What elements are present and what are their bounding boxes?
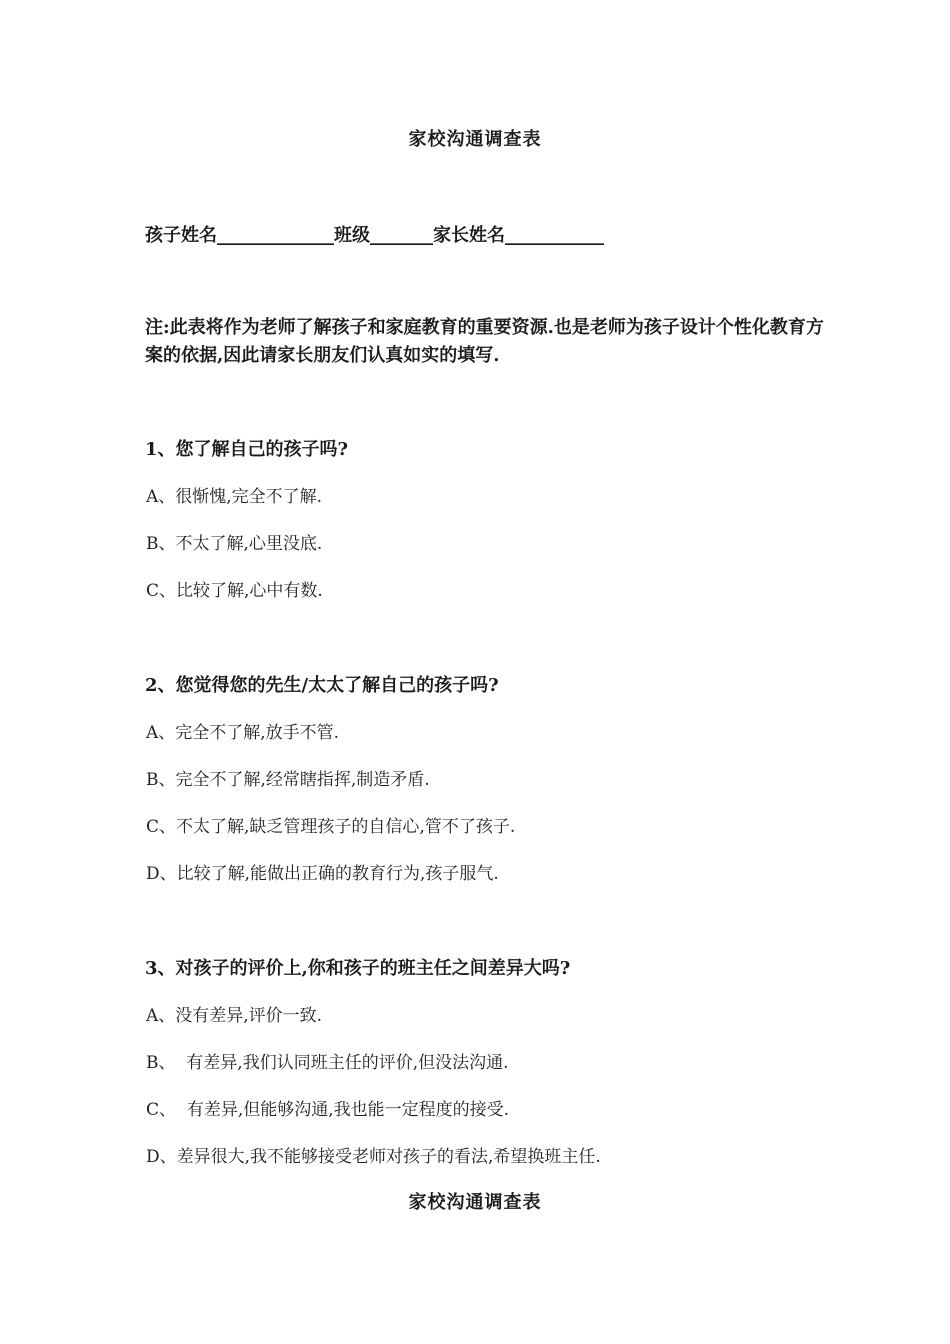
question-1-option-b: B、不太了解,心里没底.: [146, 534, 323, 554]
question-2: 2、您觉得您的先生/太太了解自己的孩子吗?: [145, 675, 499, 696]
info-fields-line: 孩子姓名_____________班级_______家长姓名___________: [145, 225, 604, 246]
question-2-option-c: C、不太了解,缺乏管理孩子的自信心,管不了孩子.: [146, 817, 516, 837]
footer-title: 家校沟通调查表: [408, 1192, 542, 1213]
question-2-option-a: A、完全不了解,放手不管.: [146, 723, 340, 743]
question-1-option-a: A、很惭愧,完全不了解.: [146, 487, 323, 507]
question-1-option-c: C、比较了解,心中有数.: [146, 581, 323, 601]
question-3: 3、对孩子的评价上,你和孩子的班主任之间差异大吗?: [145, 958, 571, 979]
question-2-option-d: D、比较了解,能做出正确的教育行为,孩子服气.: [146, 864, 499, 884]
question-1: 1、您了解自己的孩子吗?: [145, 439, 349, 460]
question-3-option-a: A、没有差异,评价一致.: [146, 1006, 323, 1026]
question-2-option-b: B、完全不了解,经常瞎指挥,制造矛盾.: [146, 770, 430, 790]
question-3-option-b: B、 有差异,我们认同班主任的评价,但没法沟通.: [146, 1053, 509, 1073]
question-3-option-d: D、差异很大,我不能够接受老师对孩子的看法,希望换班主任.: [146, 1147, 601, 1167]
instruction-note: 注:此表将作为老师了解孩子和家庭教育的重要资源.也是老师为孩子设计个性化教育方案的依据,因此请家长朋友们认真如实的填写.: [145, 317, 824, 366]
question-3-option-c: C、 有差异,但能够沟通,我也能一定程度的接受.: [146, 1100, 510, 1120]
page-title: 家校沟通调查表: [408, 129, 542, 150]
